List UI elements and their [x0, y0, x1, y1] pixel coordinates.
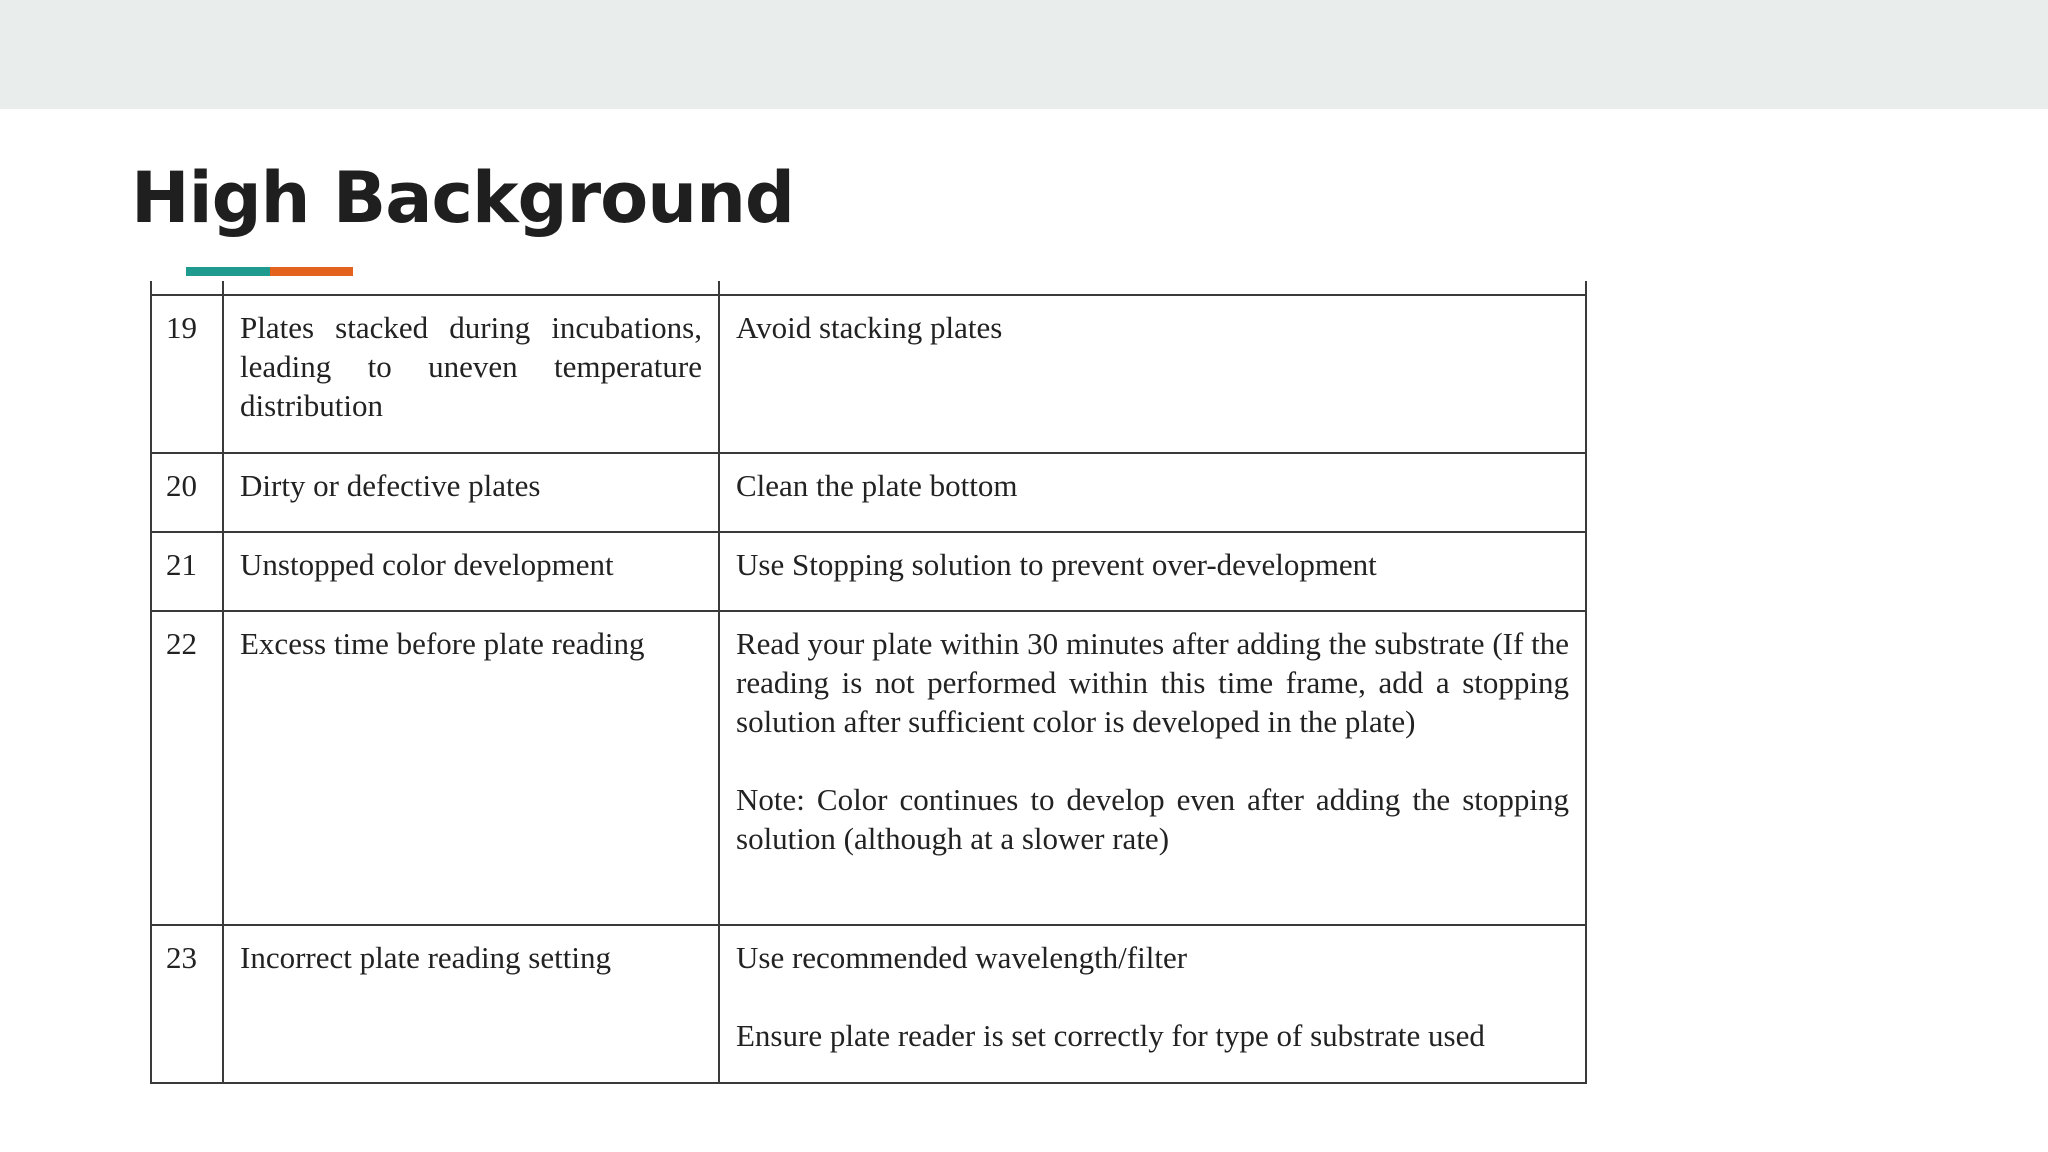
solution-note: Note: Color continues to develop even after adding the stopping solution (although at a slower rate)	[736, 782, 1569, 856]
title-accent-bar	[186, 267, 353, 276]
solution-text: Read your plate within 30 minutes after adding the substrate (If the reading is not performed within this time frame, add a stopping solution after sufficient color is developed in the plate)	[736, 626, 1569, 739]
row-number: 23	[151, 925, 223, 1083]
cropped-cell	[719, 281, 1586, 295]
table-row	[151, 532, 1586, 611]
accent-orange-segment	[270, 267, 353, 276]
solution-text: Use recommended wavelength/filter	[736, 940, 1188, 975]
solution-text: Use Stopping solution to prevent over-development	[736, 547, 1377, 582]
row-number: 22	[151, 611, 223, 925]
table-row	[151, 611, 1586, 925]
problem-cause: Unstopped color development	[223, 532, 719, 611]
solution-text: Avoid stacking plates	[736, 310, 1003, 345]
problem-cause: Incorrect plate reading setting	[223, 925, 719, 1083]
solution-cell	[719, 532, 1586, 611]
accent-teal-segment	[186, 267, 270, 276]
solution-cell	[719, 295, 1586, 453]
row-number: 20	[151, 453, 223, 532]
cropped-cell	[223, 281, 719, 295]
solution-cell	[719, 925, 1586, 1083]
solution-cell	[719, 611, 1586, 925]
table-row	[151, 295, 1586, 453]
problem-cause: Dirty or defective plates	[223, 453, 719, 532]
row-number: 21	[151, 532, 223, 611]
solution-text: Ensure plate reader is set correctly for type of substrate used	[736, 1018, 1485, 1053]
table-row	[151, 925, 1586, 1083]
top-band	[0, 0, 2048, 109]
table-row	[151, 453, 1586, 532]
problem-cause: Excess time before plate reading	[223, 611, 719, 925]
slide-title: High Background	[131, 157, 795, 239]
solution-text: Clean the plate bottom	[736, 468, 1018, 503]
cropped-previous-row	[151, 281, 1586, 295]
cropped-cell	[151, 281, 223, 295]
row-number: 19	[151, 295, 223, 453]
table-body	[150, 281, 1587, 1084]
problem-cause: Plates stacked during incubations, leading to uneven temperature distribution	[223, 295, 719, 453]
troubleshooting-table	[150, 281, 1585, 1084]
solution-cell	[719, 453, 1586, 532]
